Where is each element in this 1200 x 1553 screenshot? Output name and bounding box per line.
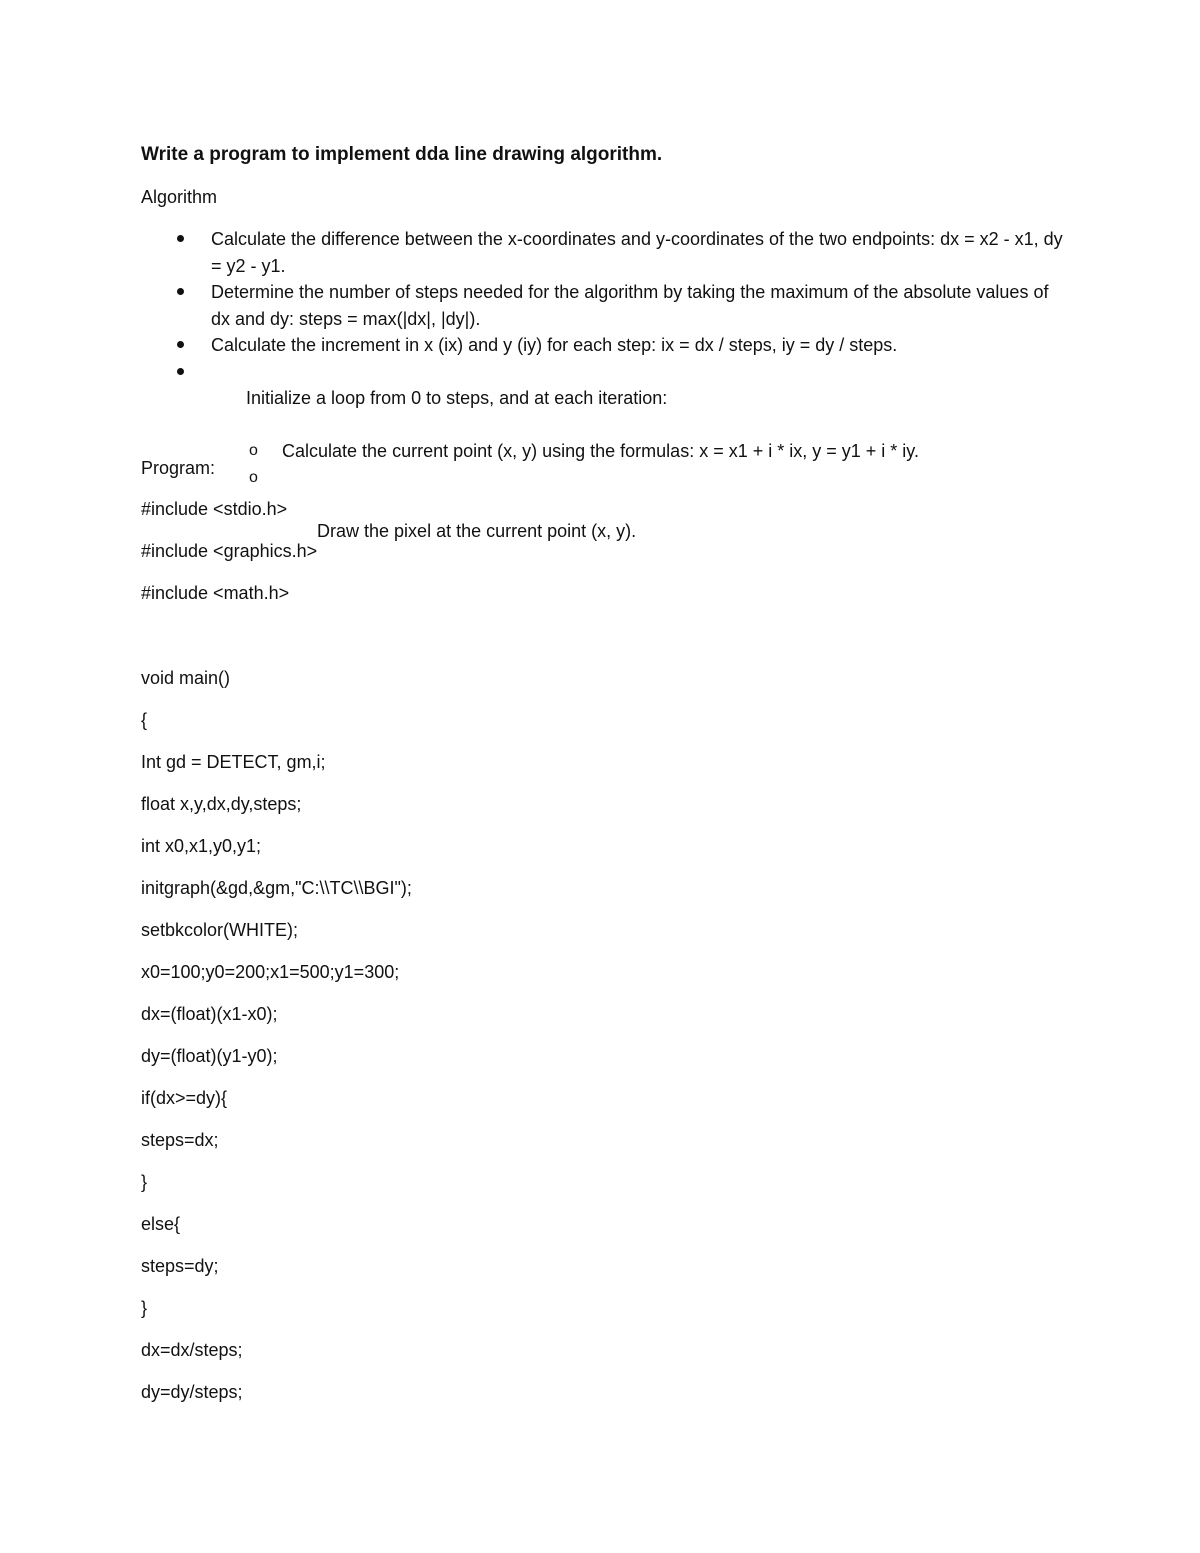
step-text: Initialize a loop from 0 to steps, and at each iteration: xyxy=(241,388,668,408)
code-line: #include <graphics.h> xyxy=(141,541,318,561)
code-line: setbkcolor(WHITE); xyxy=(141,920,299,940)
code-line: steps=dx; xyxy=(141,1130,219,1150)
substep-text: Draw the pixel at the current point (x, y). xyxy=(312,520,637,541)
code-line: x0=100;y0=200;x1=500;y1=300; xyxy=(141,962,400,982)
code-line: if(dx>=dy){ xyxy=(141,1088,228,1108)
step-text: Determine the number of steps needed for the algorithm by taking the maximum of the absolute values of dx and dy: steps = max(|dx|, |dy|). xyxy=(211,282,1049,329)
code-line: #include <math.h> xyxy=(141,583,290,603)
code-line: else{ xyxy=(141,1214,181,1234)
step-text: Calculate the increment in x (ix) and y (iy) for each step: ix = dx / steps, iy = dy / steps. xyxy=(211,335,898,355)
code-line: Int gd = DETECT, gm,i; xyxy=(141,752,326,772)
algorithm-step xyxy=(141,332,1071,359)
code-line: { xyxy=(141,710,148,730)
code-line: dy=(float)(y1-y0); xyxy=(141,1046,278,1066)
code-line: steps=dy; xyxy=(141,1256,219,1276)
substep-marker: o xyxy=(249,442,258,459)
code-line: } xyxy=(141,1172,148,1192)
code-line: initgraph(&gd,&gm,"C:\\TC\\BGI"); xyxy=(141,878,412,898)
code-line: } xyxy=(141,1298,148,1318)
code-line: #include <stdio.h> xyxy=(141,499,288,519)
code-line: void main() xyxy=(141,668,231,688)
substep-text: Calculate the current point (x, y) using the formulas: x = x1 + i * ix, y = y1 + i * iy. xyxy=(282,441,919,461)
code-line: int x0,x1,y0,y1; xyxy=(141,836,262,856)
algorithm-substep xyxy=(141,438,1071,465)
code-line: dx=dx/steps; xyxy=(141,1340,243,1360)
code-line: float x,y,dx,dy,steps; xyxy=(141,794,302,814)
step-text: Calculate the difference between the x-coordinates and y-coordinates of the two endpoints: dx = x2 - x1, dy = y2 - y1. xyxy=(211,229,1063,276)
code-line: dy=dy/steps; xyxy=(141,1382,243,1402)
algorithm-step xyxy=(141,359,1071,439)
algorithm-step xyxy=(141,226,1071,279)
substep-marker: o xyxy=(249,468,258,486)
algorithm-step xyxy=(141,279,1071,332)
program-heading: Program: xyxy=(141,458,216,478)
document-title: Write a program to implement dda line drawing algorithm. xyxy=(141,144,663,165)
code-line: dx=(float)(x1-x0); xyxy=(141,1004,278,1024)
algorithm-heading: Algorithm xyxy=(141,187,218,207)
